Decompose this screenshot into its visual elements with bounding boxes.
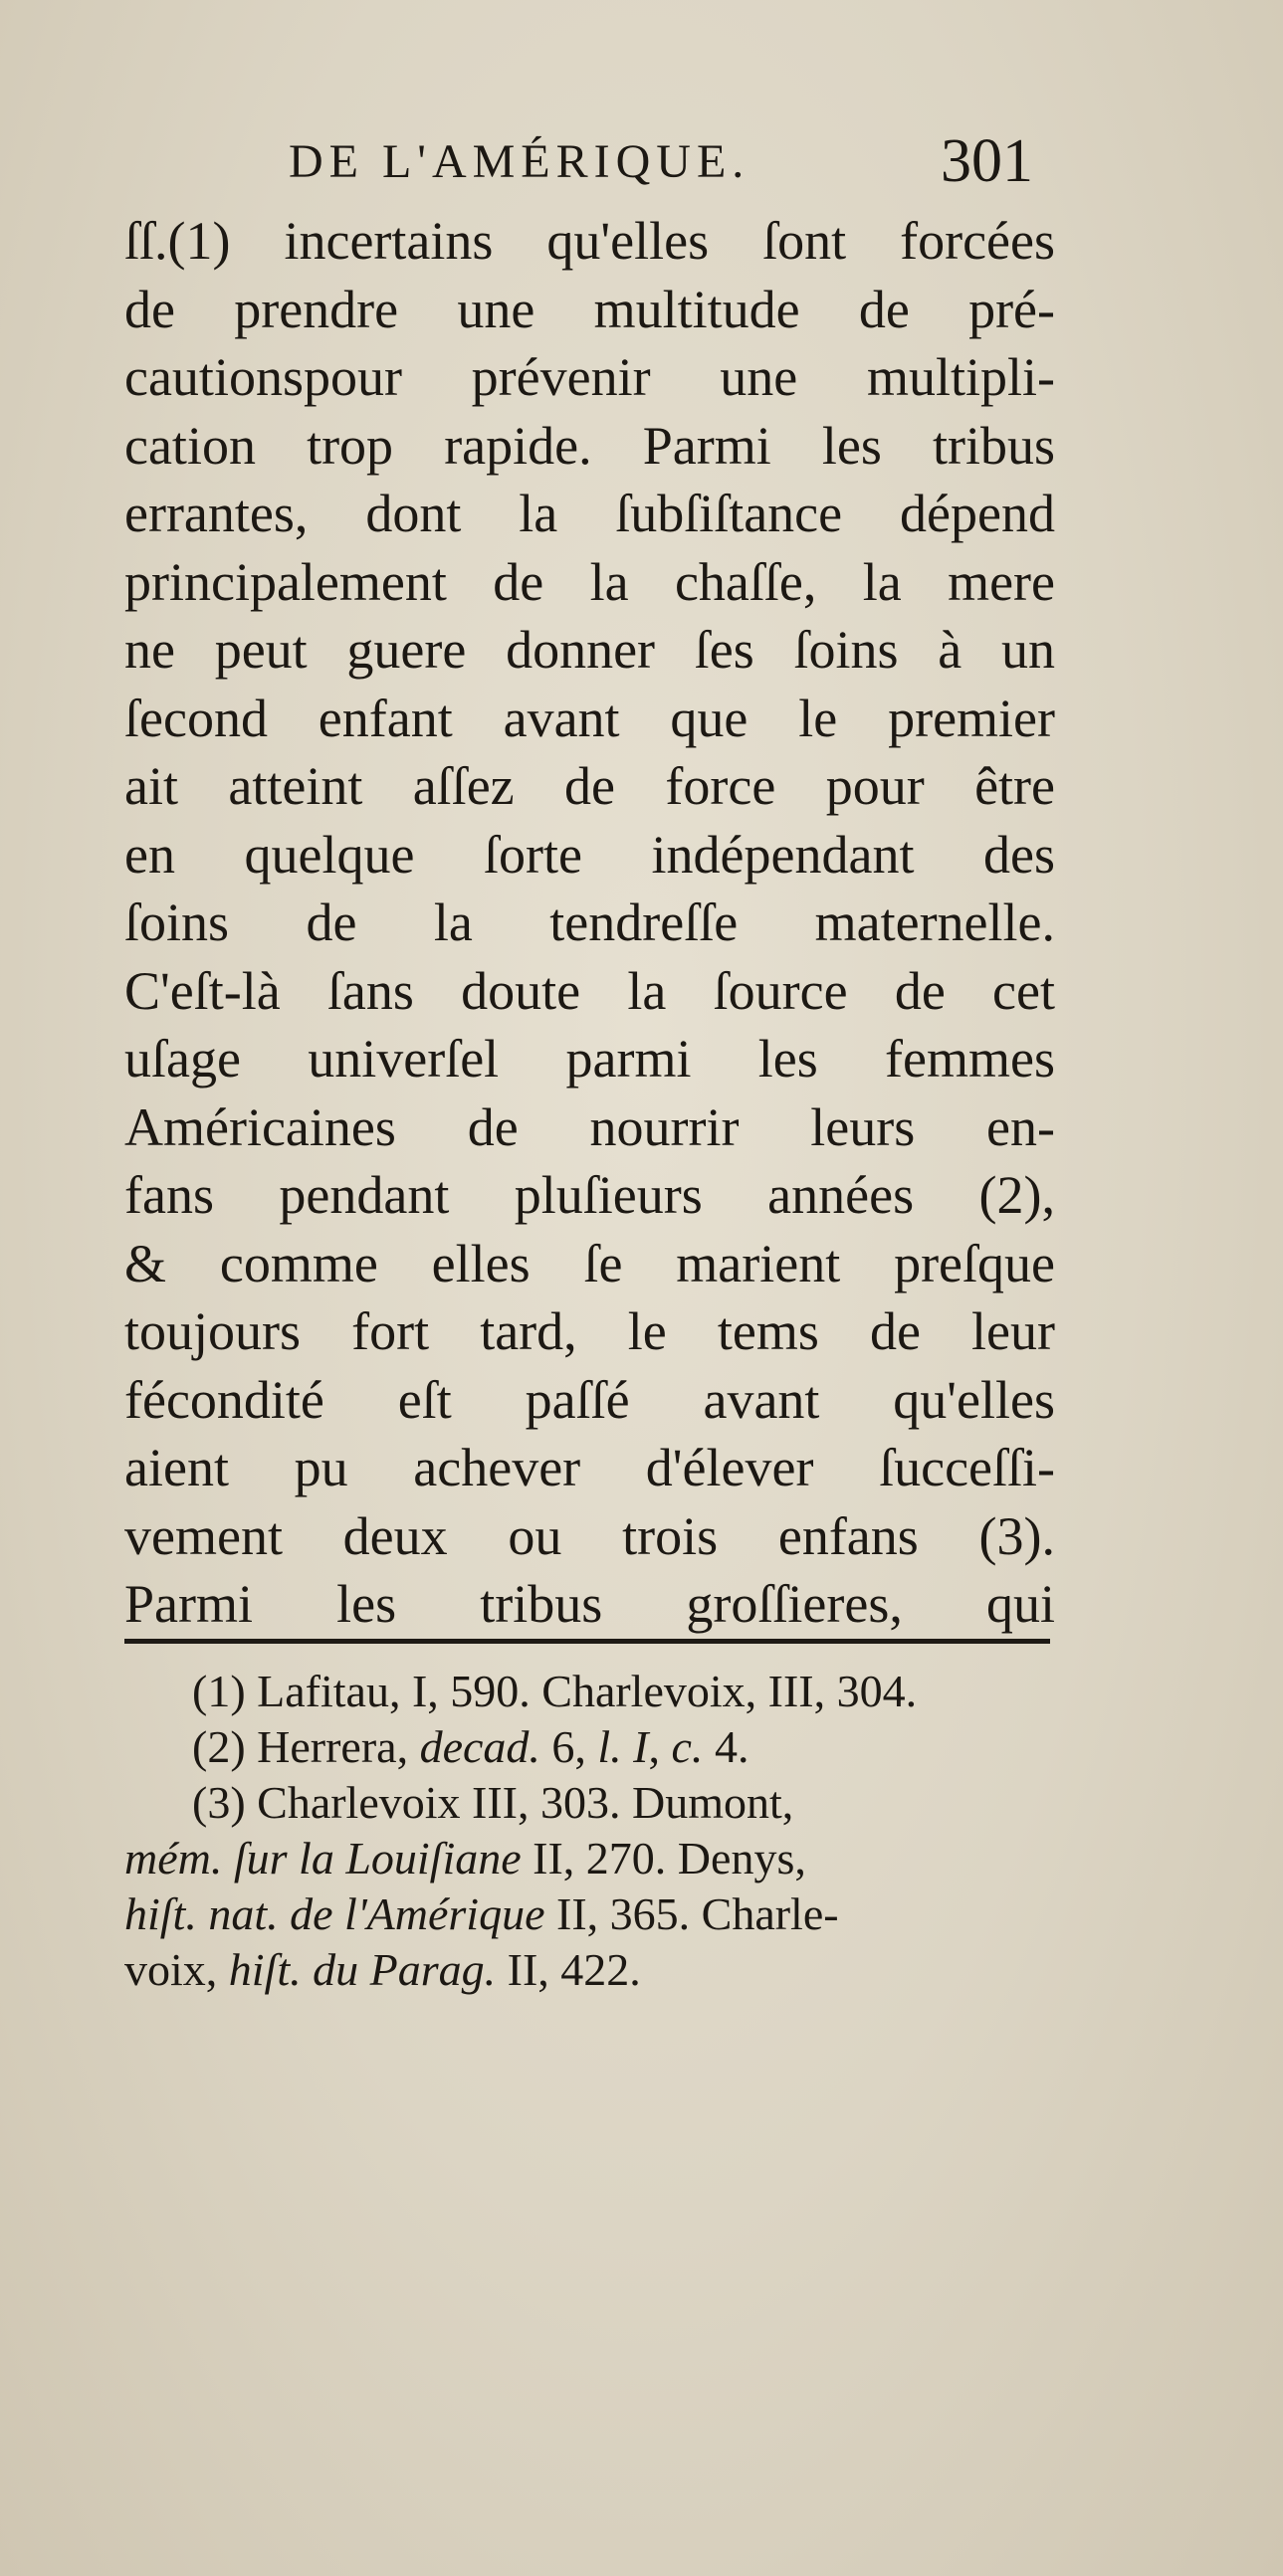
footnote-2-italic: c. <box>671 1721 704 1772</box>
footnote-3-cont <box>124 1886 1055 1942</box>
text-line: ait atteint aſſez de force pour être <box>124 756 1055 816</box>
footnote-3-italic: hiſt. du Parag. <box>228 1944 497 1995</box>
footnote-2-italic: l. I <box>597 1721 649 1772</box>
footnote-2-text: , <box>648 1721 672 1772</box>
footnote-3-italic: mém. ſur la Louiſiane <box>124 1833 522 1883</box>
text-line: cautionspour prévenir une multipli- <box>124 347 1055 407</box>
text-line: aient pu achever d'élever ſucceſſi- <box>124 1438 1055 1497</box>
footnote-3-text: II, 365. Charle- <box>544 1888 839 1939</box>
footnote-3-text: voix, <box>124 1944 229 1995</box>
footnote-3: (3) Charlevoix III, 303. Dumont, <box>192 1777 794 1828</box>
footnote-3-text: II, 270. Denys, <box>521 1833 806 1883</box>
text-line: uſage univerſel parmi les femmes <box>124 1029 1055 1089</box>
footnote-2-text: (2) Herrera, <box>192 1721 420 1772</box>
footnote-rule <box>124 1639 1050 1644</box>
footnote-2-text: 6, <box>539 1721 598 1772</box>
footnote-3-cont <box>124 1942 1055 1998</box>
text-line: & comme elles ſe marient preſque <box>124 1233 1055 1293</box>
footnote-2 <box>124 1719 1055 1775</box>
text-line: C'eſt-là ſans doute la ſource de cet <box>124 960 1055 1021</box>
text-line: Américaines de nourrir leurs en- <box>124 1096 1055 1157</box>
footnote-3-italic: hiſt. nat. de l'Amérique <box>124 1888 545 1939</box>
body-text <box>124 207 1055 1639</box>
text-line: principalement de la chaſſe, la mere <box>124 551 1055 612</box>
page-number: 301 <box>941 127 1033 195</box>
text-line: ſoins de la tendreſſe maternelle. <box>124 892 1055 952</box>
text-line: vement deux ou trois enfans (3). <box>124 1505 1055 1566</box>
running-title: DE L'AMÉRIQUE. <box>289 135 750 188</box>
footnote-2-italic: decad. <box>419 1721 540 1772</box>
text-line: de prendre une multitude de pré- <box>124 279 1055 339</box>
text-line: errantes, dont la ſubſiſtance dépend <box>124 484 1055 543</box>
text-line: cation trop rapide. Parmi les tribus <box>124 415 1055 476</box>
page-header <box>0 124 1283 204</box>
footnote-2-text: 4. <box>703 1721 749 1772</box>
footnotes <box>124 1664 1055 1998</box>
text-line: ne peut guere donner ſes ſoins à un <box>124 620 1055 680</box>
text-line: ſſ.(1) incertains qu'elles ſont forcées <box>124 211 1055 271</box>
text-line: toujours fort tard, le tems de leur <box>124 1301 1055 1361</box>
text-line: fans pendant pluſieurs années (2), <box>124 1165 1055 1225</box>
footnote-1: (1) Lafitau, I, 590. Charlevoix, III, 304. <box>192 1666 918 1716</box>
footnote-3-text: II, 422. <box>496 1944 641 1995</box>
text-line: Parmi les tribus groſſieres, qui <box>124 1574 1055 1634</box>
text-line: ſecond enfant avant que le premier <box>124 688 1055 748</box>
text-line: en quelque ſorte indépendant des <box>124 824 1055 885</box>
footnote-3-cont <box>124 1831 1055 1886</box>
text-line: fécondité eſt paſſé avant qu'elles <box>124 1369 1055 1430</box>
